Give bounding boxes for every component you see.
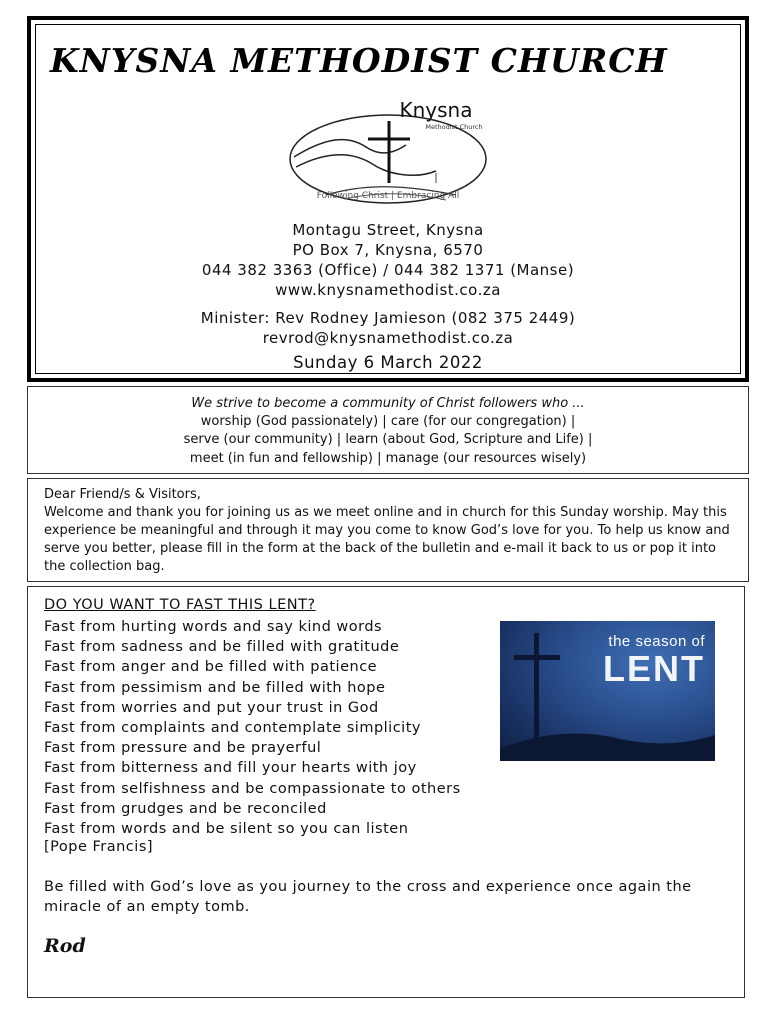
list-item: Fast from grudges and be reconciled	[44, 800, 327, 817]
minister-email[interactable]: revrod@knysnamethodist.co.za	[262, 329, 514, 347]
lent-box	[27, 586, 745, 998]
lent-heading: DO YOU WANT TO FAST THIS LENT?	[44, 597, 316, 613]
list-item: Fast from anger and be filled with patience	[44, 659, 378, 676]
list-item: Fast from selfishness and be compassionate to others	[44, 780, 461, 797]
list-item: Fast from bitterness and fill your hearts with joy	[44, 760, 417, 777]
list-item: Fast from pessimism and be filled with hope	[44, 679, 386, 696]
lent-image-small-text: the season of	[608, 633, 705, 650]
logo-sub: Methodist Church	[425, 123, 483, 131]
logo-wordmark: Knysna	[399, 98, 473, 122]
header-box	[27, 16, 749, 382]
minister-info: Minister: Rev Rodney Jamieson (082 375 2449)	[200, 309, 576, 327]
address-line-1: Montagu Street, Knysna	[292, 221, 484, 239]
lent-image-big-text: LENT	[603, 648, 705, 689]
mission-line-2: serve (our community) | learn (about God, Scripture and Life) |	[183, 432, 593, 447]
phone-numbers: 044 382 3363 (Office) / 044 382 1371 (Manse)	[201, 261, 575, 279]
welcome-box	[27, 478, 749, 582]
logo-tagline: Following Christ | Embracing All	[316, 191, 460, 201]
lent-image-caption	[603, 633, 705, 690]
address-line-2: PO Box 7, Knysna, 6570	[292, 241, 484, 259]
signature: Rod	[44, 935, 86, 957]
list-item: Fast from pressure and be prayerful	[44, 740, 322, 757]
list-item: Fast from words and be silent so you can listen	[44, 821, 409, 838]
church-title: KNYSNA METHODIST CHURCH	[50, 41, 668, 80]
list-item: Fast from worries and put your trust in God	[44, 699, 379, 716]
closing-message: Be filled with God’s love as you journey to the cross and experience once again the miracle of an empty tomb.	[44, 879, 692, 915]
list-item: Fast from hurting words and say kind words	[44, 619, 383, 635]
list-item: Fast from complaints and contemplate simplicity	[44, 720, 421, 737]
mission-intro: We strive to become a community of Christ followers who ...	[191, 396, 585, 411]
lent-attribution: [Pope Francis]	[44, 839, 154, 855]
service-date: Sunday 6 March 2022	[293, 353, 483, 372]
website-link[interactable]: www.knysnamethodist.co.za	[275, 281, 501, 299]
lent-fast-list	[44, 617, 461, 839]
mission-line-1: worship (God passionately) | care (for our congregation) |	[200, 414, 576, 429]
lent-season-image	[500, 621, 715, 761]
welcome-message: Dear Friend/s & Visitors, Welcome and thank you for joining us as we meet online and in church for this Sunday worship. May this experience be meaningful and through it may you come to know God’s love for you. To help us know and serve you better, please fill in the form at the back of the bulletin and e-mail it back to us or pop it into the collection bag.	[44, 487, 730, 574]
mission-box	[27, 386, 749, 474]
header-inner-frame	[35, 24, 741, 374]
list-item: Fast from sadness and be filled with gratitude	[44, 639, 400, 656]
mission-line-3: meet (in fun and fellowship) | manage (our resources wisely)	[189, 451, 587, 466]
